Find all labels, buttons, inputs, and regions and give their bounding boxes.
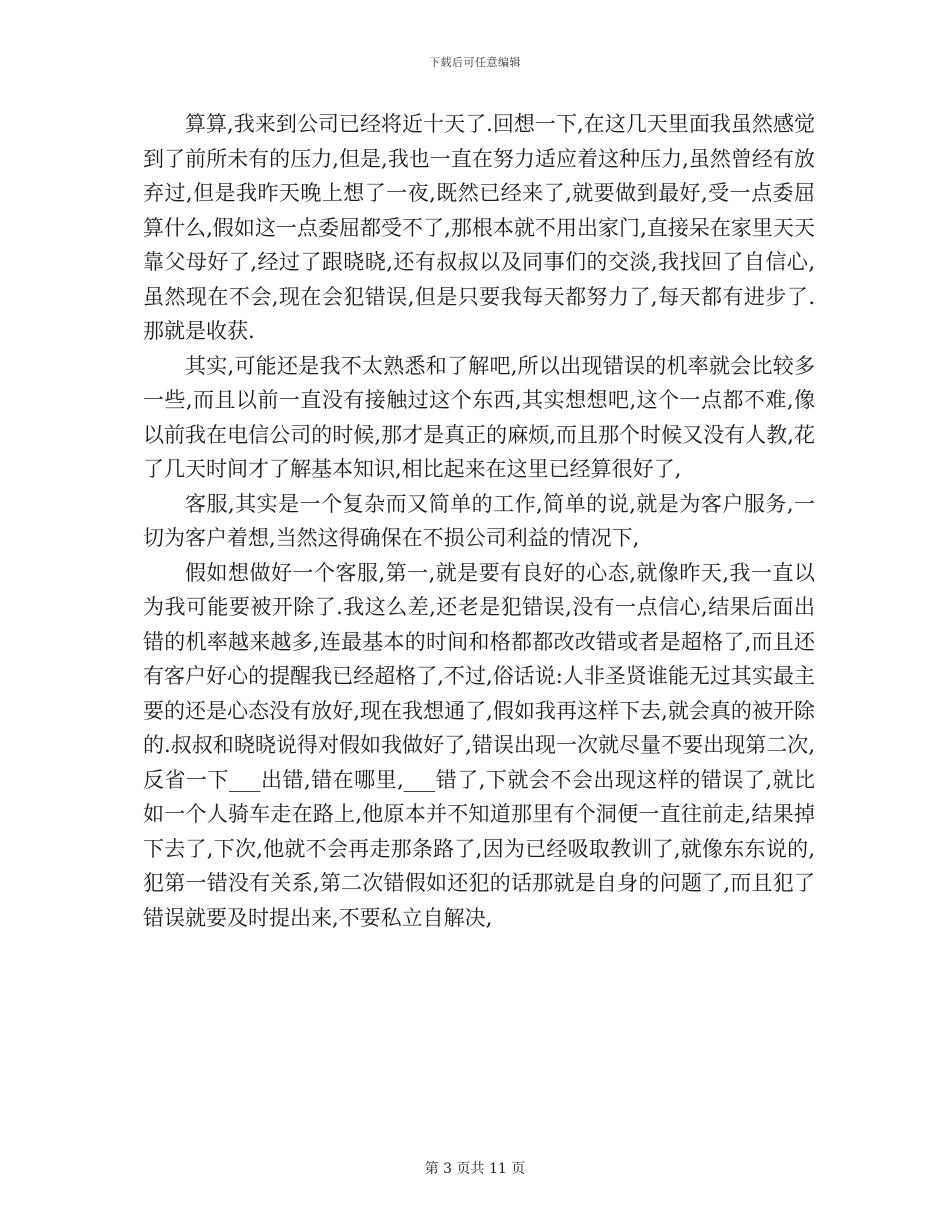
- page-footer: 第 3 页共 11 页: [424, 1161, 526, 1177]
- paragraph-4: 假如想做好一个客服,第一,就是要有良好的心态,就像昨天,我一直以为我可能要被开除了.我这么差,还老是犯错误,没有一点信心,结果后面出错的机率越来越多,连最基本的时间和格都都改改错或者是超格了,而且还有客户好心的提醒我已经超格了,不过,俗话说:人非圣贤谁能无过其实最主要的还是心态没有放好,现在我想通了,假如我再这样下去,就会真的被开除的.叔叔和晓晓说得对假如我做好了,错误出现一次就尽量不要出现第二次,反省一下___出错,错在哪里,___错了,下就会不会出现这样的错误了,就比如一个人骑车走在路上,他原本并不知道那里有个洞便一直往前走,结果掉下去了,下次,他就不会再走那条路了,因为已经吸取教训了,就像东东说的,犯第一错没有关系,第二次错假如还犯的话那就是自身的问题了,而且犯了错误就要及时提出来,不要私立自解决,: [143, 560, 815, 930]
- paragraph-1: 算算,我来到公司已经将近十天了.回想一下,在这几天里面我虽然感觉到了前所未有的压力,但是,我也一直在努力适应着这种压力,虽然曾经有放弃过,但是我昨天晚上想了一夜,既然已经来了,就要做到最好,受一点委屈算什么,假如这一点委屈都受不了,那根本就不用出家门,直接呆在家里天天靠父母好了,经过了跟晓晓,还有叔叔以及同事们的交淡,我找回了自信心,虽然现在不会,现在会犯错误,但是只要我每天都努力了,每天都有进步了.那就是收获.: [143, 112, 815, 343]
- paragraph-2: 其实,可能还是我不太熟悉和了解吧,所以出现错误的机率就会比较多一些,而且以前一直没有接触过这个东西,其实想想吧,这个一点都不难,像以前我在电信公司的时候,那才是真正的麻烦,而且那个时候又没有人教,花了几天时间才了解基本知识,相比起来在这里已经算很好了,: [143, 353, 815, 481]
- document-body: [143, 107, 815, 935]
- paragraph-3: 客服,其实是一个复杂而又简单的工作,简单的说,就是为客户服务,一切为客户着想,当然这得确保在不损公司利益的情况下,: [143, 491, 815, 550]
- page-header: 下载后可任意编辑: [429, 56, 521, 69]
